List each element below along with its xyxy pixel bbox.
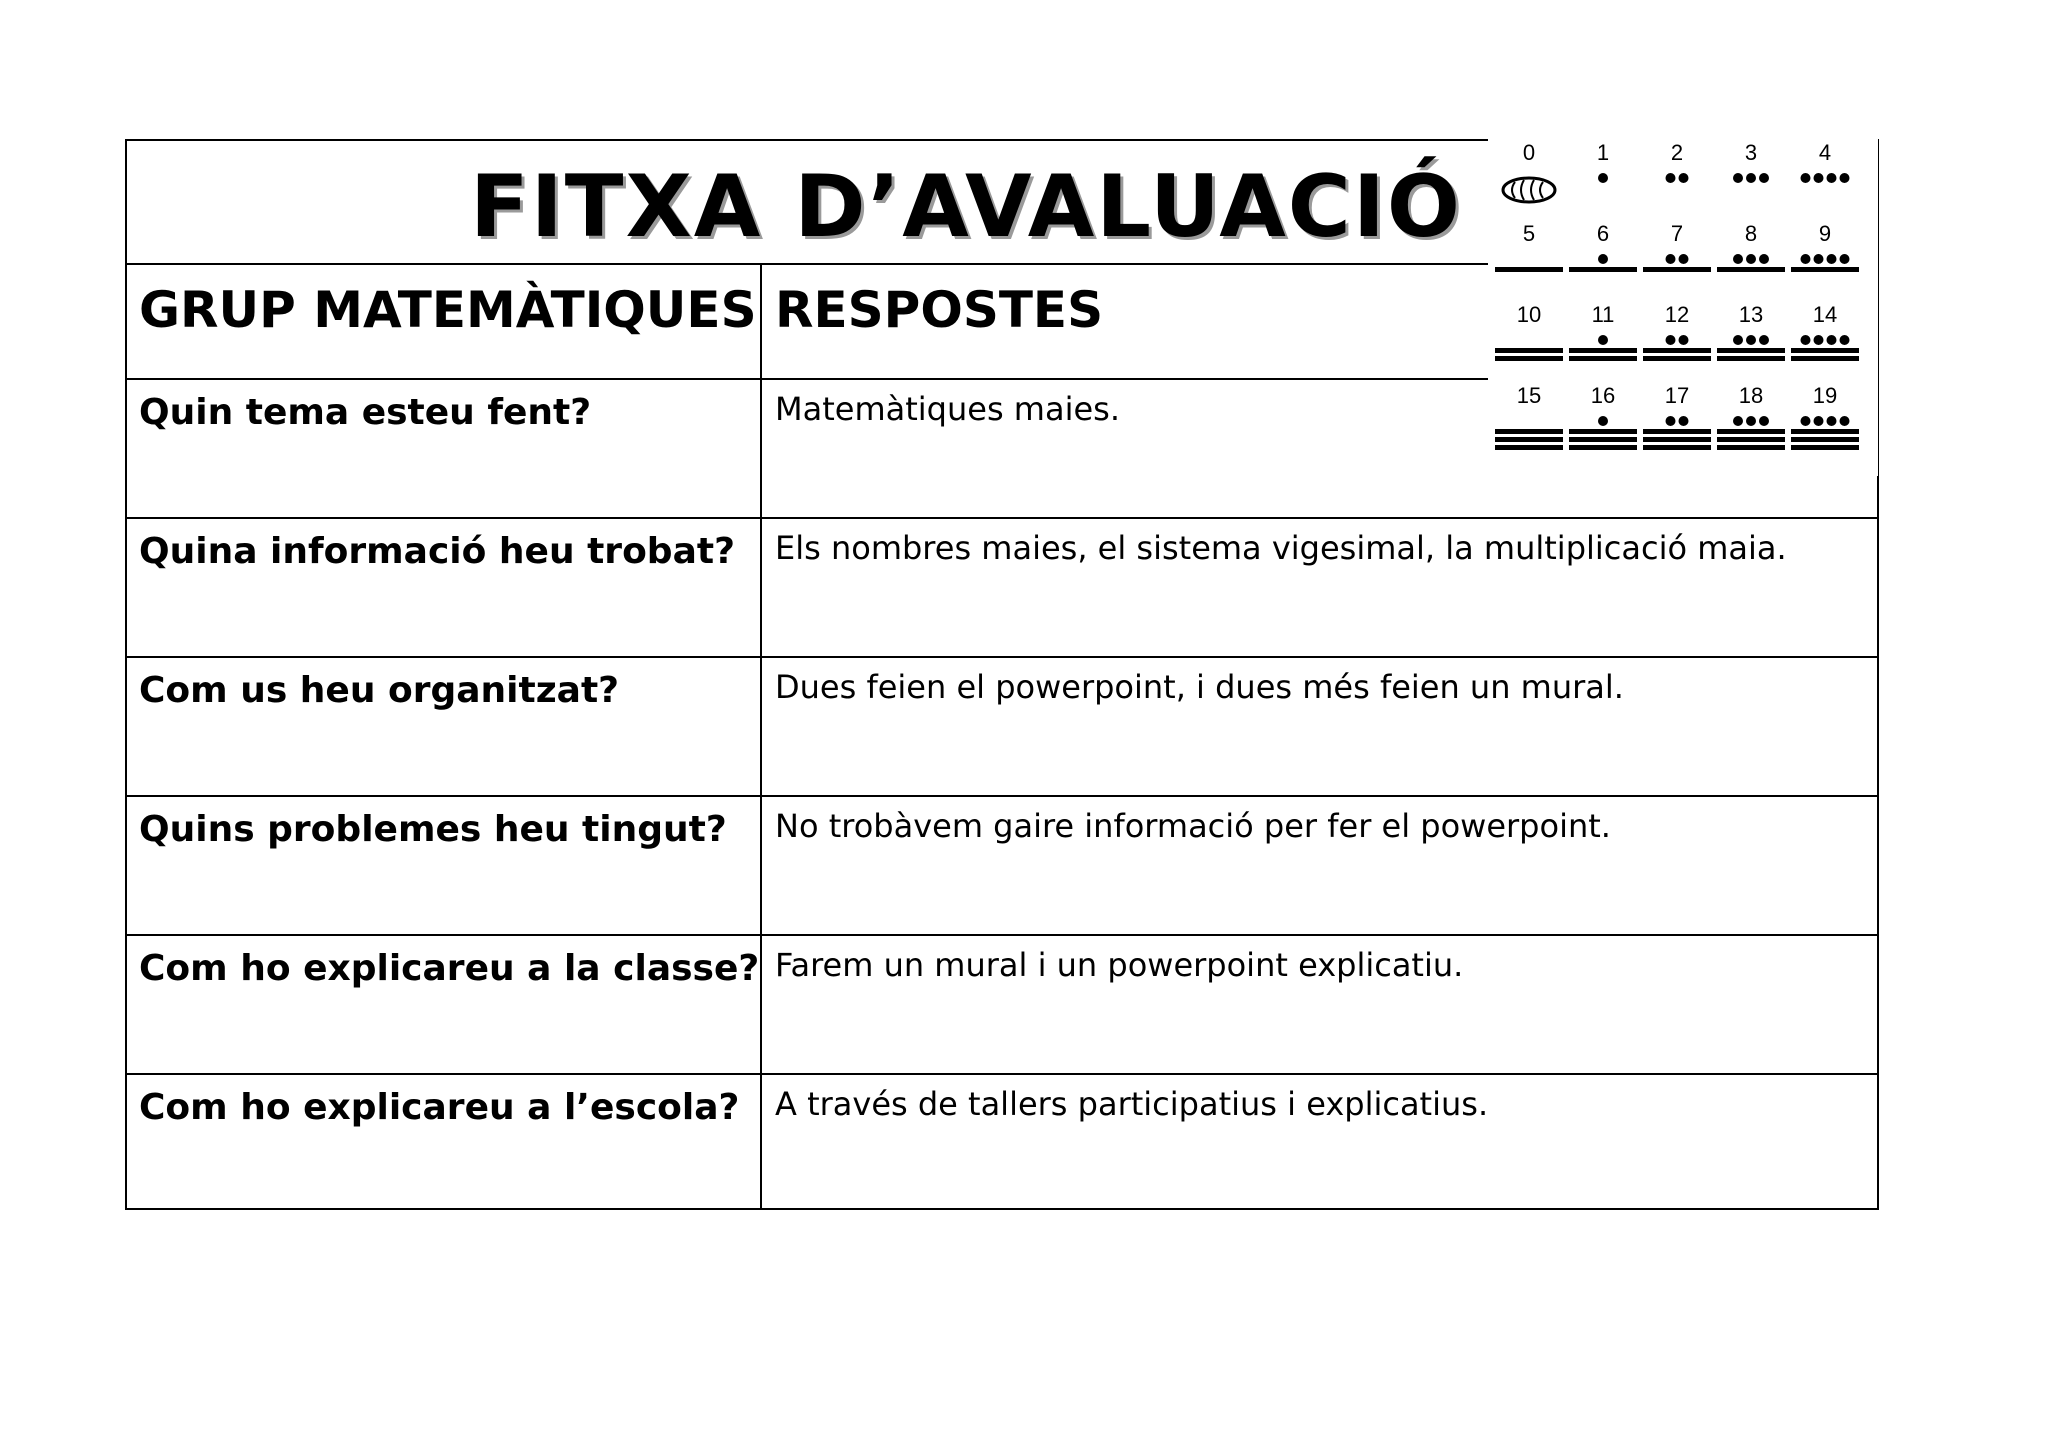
numeral-bar — [1643, 429, 1711, 434]
numeral-dot — [1840, 173, 1850, 183]
numeral-label: 6 — [1596, 221, 1610, 246]
question: Com ho explicareu a la classe? — [139, 948, 760, 989]
numeral-bar — [1643, 437, 1711, 442]
question: Com us heu organitzat? — [139, 670, 620, 711]
numeral-dot — [1759, 254, 1769, 264]
numeral-bar — [1717, 267, 1785, 272]
table-row — [127, 936, 1877, 1075]
numeral-label: 8 — [1744, 221, 1758, 246]
numeral-bar — [1569, 348, 1637, 353]
numeral-dot — [1827, 416, 1837, 426]
numeral-label: 18 — [1738, 383, 1764, 408]
numeral-bar — [1495, 356, 1563, 361]
numeral-label: 13 — [1738, 302, 1764, 327]
numeral-bar — [1495, 267, 1563, 272]
numeral-dot — [1814, 335, 1824, 345]
numeral-dot — [1746, 416, 1756, 426]
numeral-dot — [1598, 335, 1608, 345]
numeral-dot — [1801, 416, 1811, 426]
numeral-label: 19 — [1812, 383, 1838, 408]
answer: Dues feien el powerpoint, i dues més feien un mural. — [775, 668, 1624, 706]
numeral-dot — [1666, 335, 1676, 345]
numeral-bar — [1791, 437, 1859, 442]
table-row — [127, 658, 1877, 797]
numeral-dot — [1759, 416, 1769, 426]
table-row — [127, 1075, 1877, 1210]
numeral-dot — [1814, 254, 1824, 264]
numeral-label: 14 — [1812, 302, 1838, 327]
question: Quina informació heu trobat? — [139, 531, 735, 572]
numeral-dot — [1598, 254, 1608, 264]
numeral-bar — [1717, 429, 1785, 434]
numeral-label: 5 — [1522, 221, 1536, 246]
numeral-dot — [1801, 335, 1811, 345]
numeral-label: 11 — [1591, 302, 1615, 327]
numeral-bar — [1643, 348, 1711, 353]
numeral-bar — [1495, 437, 1563, 442]
numeral-dot — [1814, 173, 1824, 183]
question: Quins problemes heu tingut? — [139, 809, 727, 850]
answer: A través de tallers participatius i explicatius. — [775, 1085, 1489, 1123]
numeral-label: 1 — [1596, 140, 1610, 165]
numeral-dot — [1733, 173, 1743, 183]
table-row — [127, 519, 1877, 658]
numeral-dot — [1733, 254, 1743, 264]
answer: Farem un mural i un powerpoint explicatiu. — [775, 946, 1464, 984]
numeral-bar — [1791, 445, 1859, 450]
question: Com ho explicareu a l’escola? — [139, 1087, 740, 1128]
numeral-bar — [1569, 429, 1637, 434]
numeral-dot — [1840, 335, 1850, 345]
numeral-label: 9 — [1818, 221, 1832, 246]
numeral-bar — [1495, 429, 1563, 434]
numeral-bar — [1643, 445, 1711, 450]
numeral-bar — [1495, 445, 1563, 450]
numeral-dot — [1759, 335, 1769, 345]
numeral-dot — [1746, 173, 1756, 183]
numeral-dot — [1840, 254, 1850, 264]
numeral-label: 2 — [1670, 140, 1684, 165]
numeral-bar — [1495, 348, 1563, 353]
numeral-label: 3 — [1744, 140, 1758, 165]
numeral-bar — [1791, 348, 1859, 353]
numeral-bar — [1643, 356, 1711, 361]
numeral-bar — [1717, 437, 1785, 442]
numeral-dot — [1840, 416, 1850, 426]
numeral-bar — [1569, 356, 1637, 361]
numeral-label: 12 — [1664, 302, 1690, 327]
numeral-dot — [1733, 416, 1743, 426]
numeral-dot — [1679, 335, 1689, 345]
numeral-bar — [1569, 437, 1637, 442]
numeral-label: 0 — [1522, 140, 1536, 165]
numeral-dot — [1679, 416, 1689, 426]
numeral-bar — [1643, 267, 1711, 272]
numeral-label: 7 — [1670, 221, 1684, 246]
table-row — [127, 797, 1877, 936]
numeral-label: 17 — [1664, 383, 1690, 408]
numeral-dot — [1666, 254, 1676, 264]
answer: Matemàtiques maies. — [775, 390, 1120, 428]
page-title: FITXA D’AVALUACIÓ — [470, 157, 1462, 257]
numeral-dot — [1827, 254, 1837, 264]
answer: No trobàvem gaire informació per fer el powerpoint. — [775, 807, 1611, 845]
numeral-label: 10 — [1516, 302, 1542, 327]
numeral-dot — [1746, 335, 1756, 345]
numeral-dot — [1814, 416, 1824, 426]
numeral-label: 4 — [1818, 140, 1832, 165]
numeral-label: 15 — [1516, 383, 1542, 408]
numeral-dot — [1827, 173, 1837, 183]
numeral-dot — [1801, 254, 1811, 264]
header-answers-label: RESPOSTES — [775, 281, 1104, 339]
header-group-label: GRUP MATEMÀTIQUES — [139, 281, 757, 339]
numeral-dot — [1679, 173, 1689, 183]
numeral-bar — [1717, 348, 1785, 353]
numeral-dot — [1746, 254, 1756, 264]
maya-numerals-image — [1488, 136, 1878, 476]
numeral-dot — [1666, 416, 1676, 426]
numeral-bar — [1717, 445, 1785, 450]
numeral-dot — [1733, 335, 1743, 345]
question: Quin tema esteu fent? — [139, 392, 592, 433]
maya-numerals-chart — [1488, 136, 1878, 476]
numeral-bar — [1717, 356, 1785, 361]
numeral-dot — [1801, 173, 1811, 183]
numeral-bar — [1569, 267, 1637, 272]
shell-detail — [1512, 180, 1543, 200]
numeral-bar — [1791, 267, 1859, 272]
numeral-dot — [1598, 416, 1608, 426]
numeral-dot — [1759, 173, 1769, 183]
numeral-dot — [1598, 173, 1608, 183]
shell-icon — [1503, 178, 1555, 202]
numeral-bar — [1569, 445, 1637, 450]
numeral-dot — [1679, 254, 1689, 264]
numeral-bar — [1791, 429, 1859, 434]
numeral-dot — [1827, 335, 1837, 345]
numeral-label: 16 — [1590, 383, 1616, 408]
answer: Els nombres maies, el sistema vigesimal, la multiplicació maia. — [775, 529, 1787, 567]
numeral-bar — [1791, 356, 1859, 361]
numeral-dot — [1666, 173, 1676, 183]
